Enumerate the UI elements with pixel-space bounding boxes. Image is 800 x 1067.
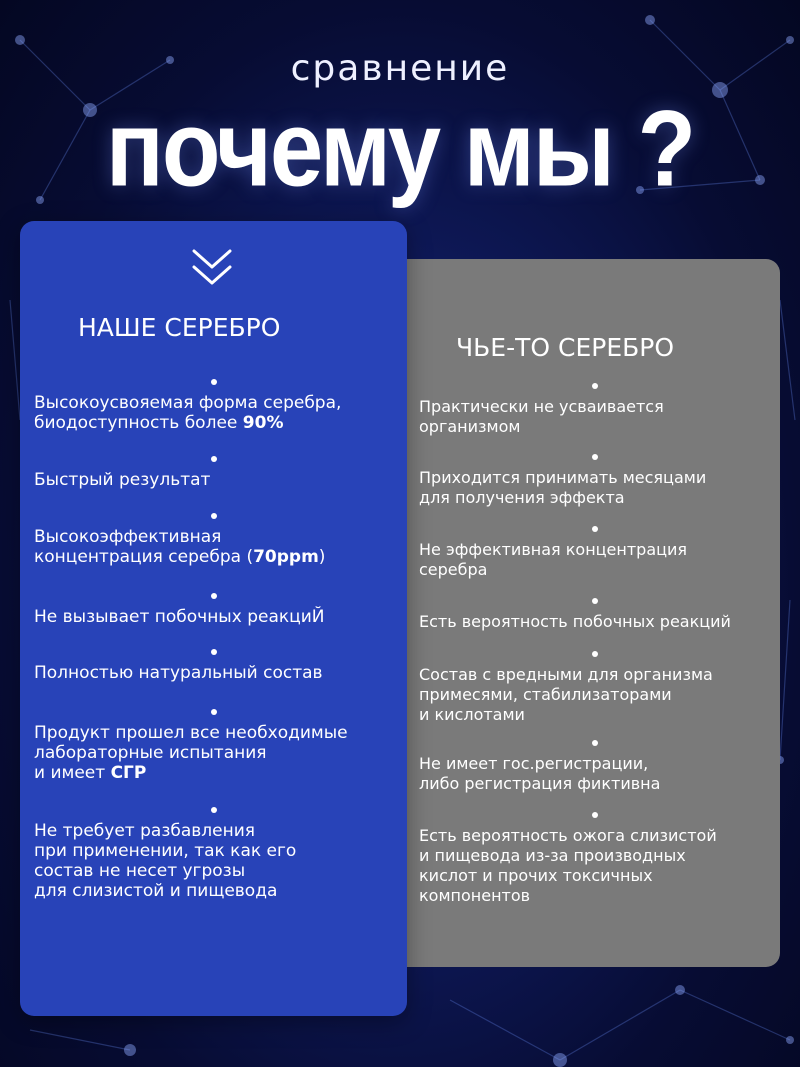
- theirs-list-item: Практически не усваивается организмом: [419, 397, 664, 436]
- bullet-dot: [592, 812, 598, 818]
- double-chevron-down-icon: [190, 247, 234, 289]
- theirs-list-item: Есть вероятность ожога слизистой и пищевода из-за производных кислот и прочих токсичных компонентов: [419, 826, 717, 905]
- theirs-list-item: Состав с вредными для организма примесями, стабилизаторами и кислотами: [419, 665, 713, 724]
- theirs-list-item: Приходится принимать месяцами для получения эффекта: [419, 468, 707, 507]
- bullet-dot: [211, 513, 217, 519]
- ours-list-item: Полностью натуральный состав: [34, 663, 323, 683]
- header-subtitle: сравнение: [290, 48, 510, 89]
- bullet-dot: [592, 598, 598, 604]
- bullet-dot: [592, 383, 598, 389]
- ours-list-item: Высокоусвояемая форма серебра, биодоступность более 90%: [34, 393, 342, 433]
- competitor-card-title: ЧЬЕ-ТО СЕРЕБРО: [456, 333, 675, 362]
- ours-list-item: Быстрый результат: [34, 470, 211, 490]
- bullet-dot: [592, 740, 598, 746]
- ours-list-item: Продукт прошел все необходимые лабораторные испытания и имеет СГР: [34, 723, 348, 783]
- bullet-dot: [211, 456, 217, 462]
- bullet-dot: [592, 651, 598, 657]
- ours-list-item: Высокоэффективная концентрация серебра (70ppm): [34, 527, 326, 567]
- bullet-dot: [211, 593, 217, 599]
- bullet-dot: [211, 709, 217, 715]
- bullet-dot: [211, 807, 217, 813]
- our-card-title: НАШЕ СЕРЕБРО: [78, 313, 281, 342]
- ours-list-item: Не требует разбавления при применении, так как его состав не несет угрозы для слизистой и пищевода: [34, 821, 297, 901]
- bullet-dot: [211, 379, 217, 385]
- theirs-list-item: Есть вероятность побочных реакций: [419, 612, 731, 631]
- theirs-list-item: Не эффективная концентрация серебра: [419, 540, 688, 579]
- theirs-list-item: Не имеет гос.регистрации, либо регистрация фиктивна: [419, 754, 661, 793]
- bullet-dot: [592, 454, 598, 460]
- page-title: почему мы ?: [105, 89, 695, 209]
- bullet-dot: [211, 649, 217, 655]
- bullet-dot: [592, 526, 598, 532]
- ours-list-item: Не вызывает побочных реакциЙ: [34, 607, 325, 627]
